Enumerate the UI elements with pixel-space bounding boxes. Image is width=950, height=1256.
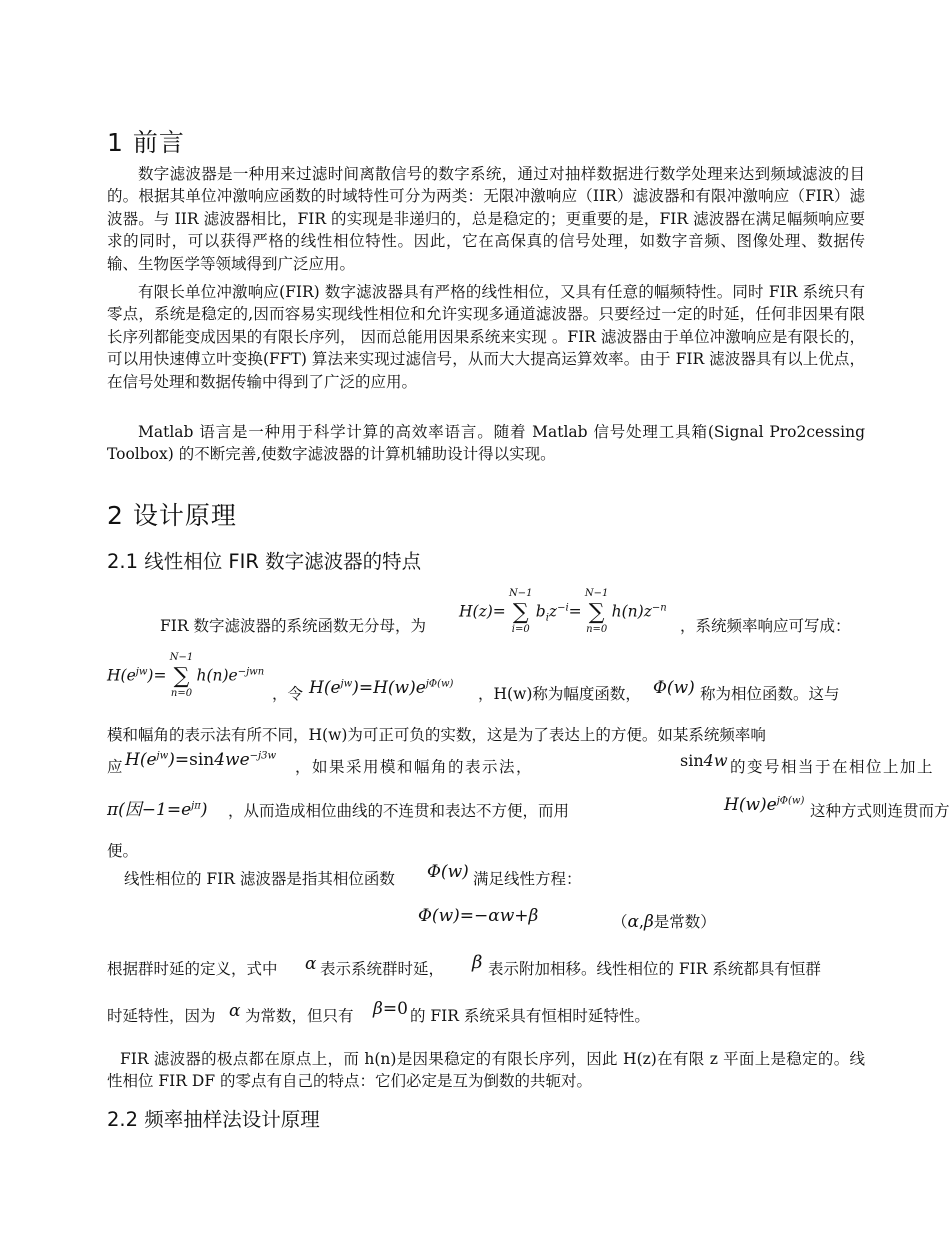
text-segment: ，从而造成相位曲线的不连贯和表达不方便，而用 — [228, 802, 570, 820]
text-segment: 为常数，但只有 — [245, 1007, 354, 1025]
formula-h-phase: $H(w)e^{j\Phi(w)}$ — [724, 795, 805, 815]
formula-beta-zero: β=0 — [373, 999, 408, 1019]
text-segment: 时延特性，因为 — [107, 1007, 216, 1025]
section-heading-principle: 2 设计原理 — [107, 501, 237, 530]
text-segment: ，H(w)称为幅度函数， — [478, 685, 641, 703]
text-segment: 表示系统群时延， — [320, 960, 445, 978]
intro-paragraph-2: 有限长单位冲激响应(FIR) 数字滤波器具有严格的线性相位，又具有任意的幅频特性。同时 FIR 系统只有零点，系统是稳定的,因而容易实现线性相位和允许实现多通道滤波器。只要经过一定的时延，任何非因果有限长序列都能变成因果的有限长序列， 因而总能用因果系统来实现 。FIR 滤波器由于单位冲激响应是有限长的，可以用快速傅立叶变换(FFT) 算法来实现过滤信号，从而大大提高运算效率。由于 FIR 滤波器具有以上优点，在信号处理和数据传输中得到了广泛的应用。 — [107, 283, 865, 391]
text-segment: 表示附加相移。线性相位的 FIR 系统都具有恒群 — [488, 960, 821, 978]
formula-pi: π(因$-1=e^{j\pi}$) — [107, 800, 208, 820]
formula-frequency-response: $H(e^{jw})=$ N−1 ∑ n=0 $h(n)e^{-jwn}$ — [107, 652, 265, 699]
subsection-heading-2-1: 2.1 线性相位 FIR 数字滤波器的特点 — [107, 550, 422, 573]
equation-note: （α,β是常数） — [612, 912, 716, 932]
formula-beta: β — [472, 952, 483, 973]
text-line: 模和幅角的表示法有所不同，H(w)为可正可负的实数，这是为了表达上的方便。如某系统频率响 — [107, 726, 766, 744]
text-segment: 应 — [107, 758, 123, 776]
text-segment: 线性相位的 FIR 滤波器是指其相位函数 — [124, 870, 395, 888]
formula-sin-response: $H(e^{jw})=\sin 4we^{-j3w}$ — [125, 750, 277, 770]
text-segment: 是常数） — [653, 913, 716, 931]
paragraph-poles-zeros: FIR 滤波器的极点都在原点上，而 h(n)是因果稳定的有限长序列，因此 H(z)在有限 z 平面上是稳定的。线性相位 FIR DF 的零点有自己的特点：它们必定是互为倒数的共轭对。 — [107, 1050, 865, 1091]
section-heading-intro: 1 前言 — [107, 128, 185, 157]
text-segment: ，如果采用模和幅角的表示法， — [295, 758, 534, 776]
subsection-heading-2-2: 2.2 频率抽样法设计原理 — [107, 1108, 320, 1131]
formula-phi-w: Φ(w) — [427, 862, 469, 882]
text-segment: FIR 数字滤波器的系统函数无分母，为 — [160, 617, 426, 635]
formula-sin4w: sin4w — [680, 751, 728, 770]
intro-paragraph-1: 数字滤波器是一种用来过滤时间离散信号的数字系统，通过对抽样数据进行数学处理来达到频域滤波的目的。根据其单位冲激响应函数的时域特性可分为两类：无限冲激响应（IIR）滤波器和有限冲激响应（FIR）滤波器。与 IIR 滤波器相比，FIR 的实现是非递归的，总是稳定的；更重要的是，FIR 滤波器在满足幅频响应要求的同时，可以获得严格的线性相位特性。因此，它在高保真的信号处理，如数字音频、图像处理、数据传输、生物医学等领域得到广泛应用。 — [107, 165, 865, 273]
text-segment: 的 FIR 系统采具有恒相时延特性。 — [410, 1007, 650, 1025]
text-segment: ，令 — [272, 685, 304, 703]
text-segment: 根据群时延的定义，式中 — [107, 960, 278, 978]
text-segment: ，系统频率响应可写成： — [680, 617, 851, 635]
intro-paragraph-3: Matlab 语言是一种用于科学计算的高效率语言。随着 Matlab 信号处理工具箱(Signal Pro2cessing Toolbox) 的不断完善,使数字滤波器的计算机辅助设计得以实现。 — [107, 423, 865, 464]
text-segment: 称为相位函数。这与 — [700, 685, 840, 703]
formula-amplitude-phase: $H(e^{jw})=H(w)e^{j\Phi(w)}$ — [309, 678, 454, 698]
text-segment: 的变号相当于在相位上加上 — [730, 758, 935, 776]
formula-alpha: α — [229, 1001, 241, 1021]
text-line: 便。 — [107, 842, 139, 860]
formula-phi: Φ(w) — [653, 678, 695, 698]
formula-phase-equation: Φ(w)=−αw+β — [418, 906, 539, 926]
text-segment: 这种方式则连贯而方 — [810, 802, 950, 820]
formula-alpha: α — [305, 954, 317, 974]
formula-system-function: H(z)= N−1 ∑ i=0 $b_iz^{-i}=$ N−1 ∑ n=0 $h(n)z^{-n}$ — [459, 588, 667, 635]
text-segment: 满足线性方程： — [473, 870, 582, 888]
